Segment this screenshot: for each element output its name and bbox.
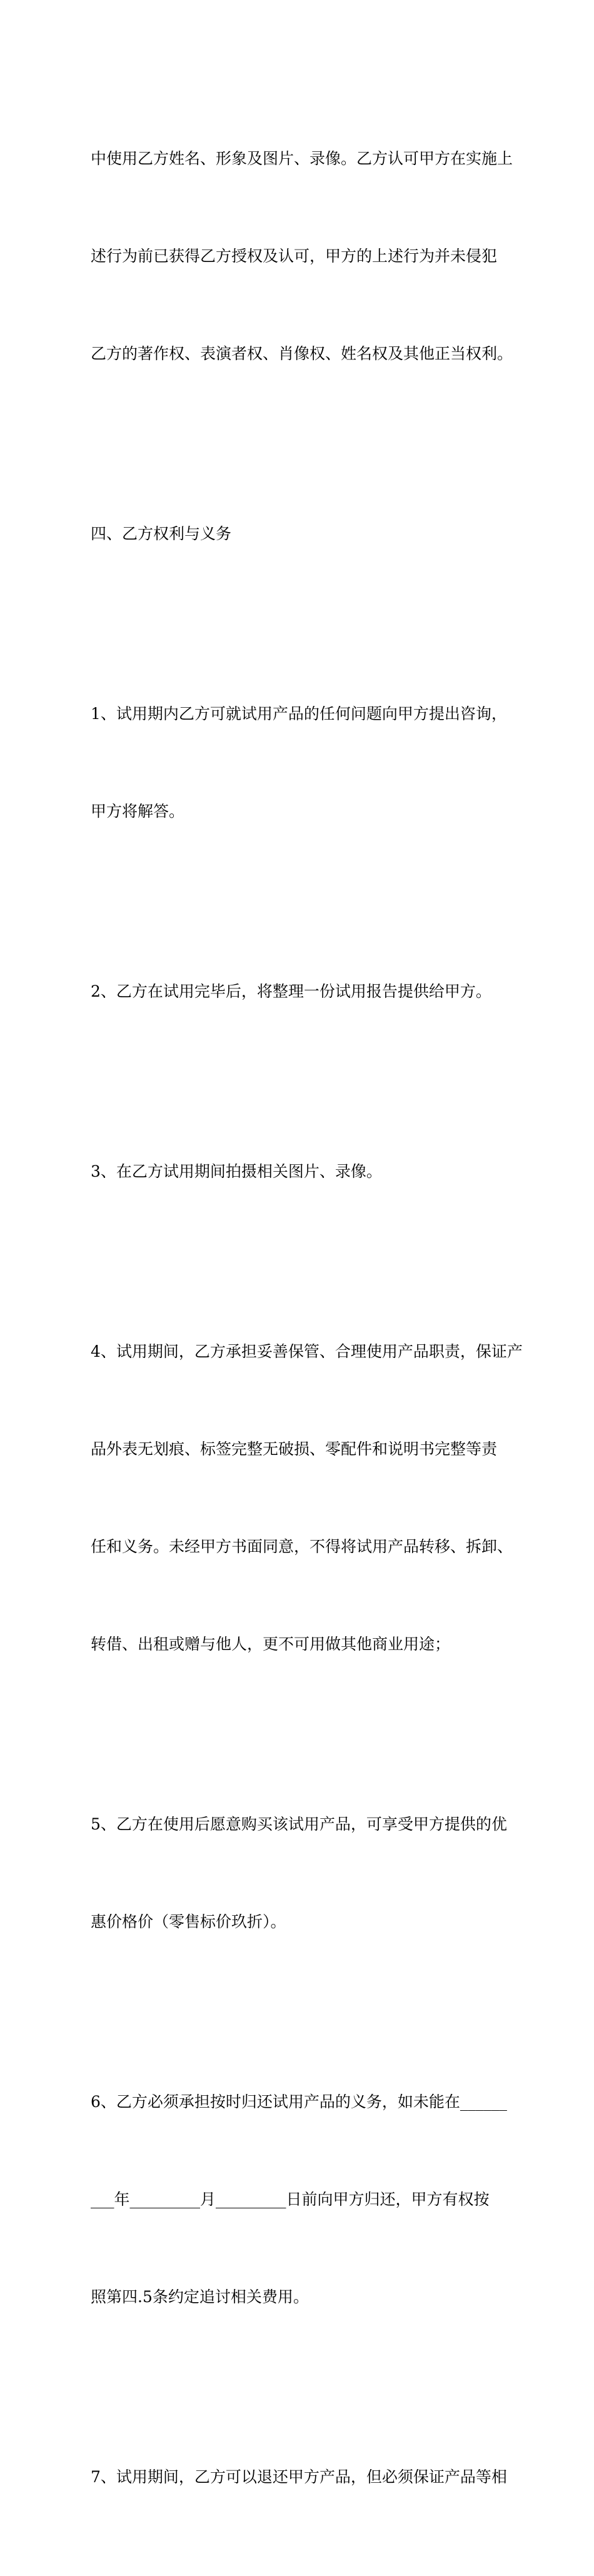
clause-6	[91, 2021, 510, 2378]
text-line: 惠价格价（零售标价玖折）。	[91, 1913, 286, 1931]
text-line: 任和义务。未经甲方书面同意，不得将试用产品转移、拆卸、	[91, 1537, 513, 1556]
text-line: 2、乙方在试用完毕后，将整理一份试用报告提供给甲方。	[91, 982, 491, 1000]
clause-4	[91, 1270, 523, 1726]
text-line: ___年_________月_________日前向甲方归还，甲方有权按	[91, 2190, 490, 2208]
clause-1	[91, 633, 510, 893]
text-line: 照第四.5条约定追讨相关费用。	[91, 2288, 309, 2306]
text-line: 中使用乙方姓名、形象及图片、录像。乙方认可甲方在实施上	[91, 149, 513, 168]
text-line: 3、在乙方试用期间拍摄相关图片、录像。	[91, 1162, 382, 1180]
clause-7	[91, 2396, 510, 2558]
text-line: 乙方的著作权、表演者权、肖像权、姓名权及其他正当权利。	[91, 345, 513, 363]
text-line: 6、乙方必须承担按时归还试用产品的义务，如未能在______	[91, 2093, 507, 2111]
text-line: 甲方将解答。	[91, 802, 185, 820]
clause-3	[91, 1090, 510, 1253]
clause-5	[91, 1743, 510, 2003]
text-line: 5、乙方在使用后愿意购买该试用产品，可享受甲方提供的优	[91, 1815, 507, 1833]
section-heading-text: 四、乙方权利与义务	[91, 525, 232, 543]
clause-2	[91, 910, 510, 1073]
document-body	[91, 78, 523, 2576]
text-line: 1、试用期内乙方可就试用产品的任何问题向甲方提出咨询，	[91, 705, 507, 723]
text-line: 4、试用期间，乙方承担妥善保管、合理使用产品职责，保证产	[91, 1342, 523, 1361]
text-line: 转借、出租或赠与他人，更不可用做其他商业用途；	[91, 1635, 451, 1653]
text-line: 述行为前已获得乙方授权及认可，甲方的上述行为并未侵犯	[91, 247, 498, 265]
paragraph-rights-clause-continued	[91, 78, 513, 435]
text-line: 7、试用期间，乙方可以退还甲方产品，但必须保证产品等相	[91, 2468, 507, 2486]
text-line: 品外表无划痕、标签完整无破损、零配件和说明书完整等责	[91, 1440, 498, 1458]
section-heading	[91, 453, 510, 615]
